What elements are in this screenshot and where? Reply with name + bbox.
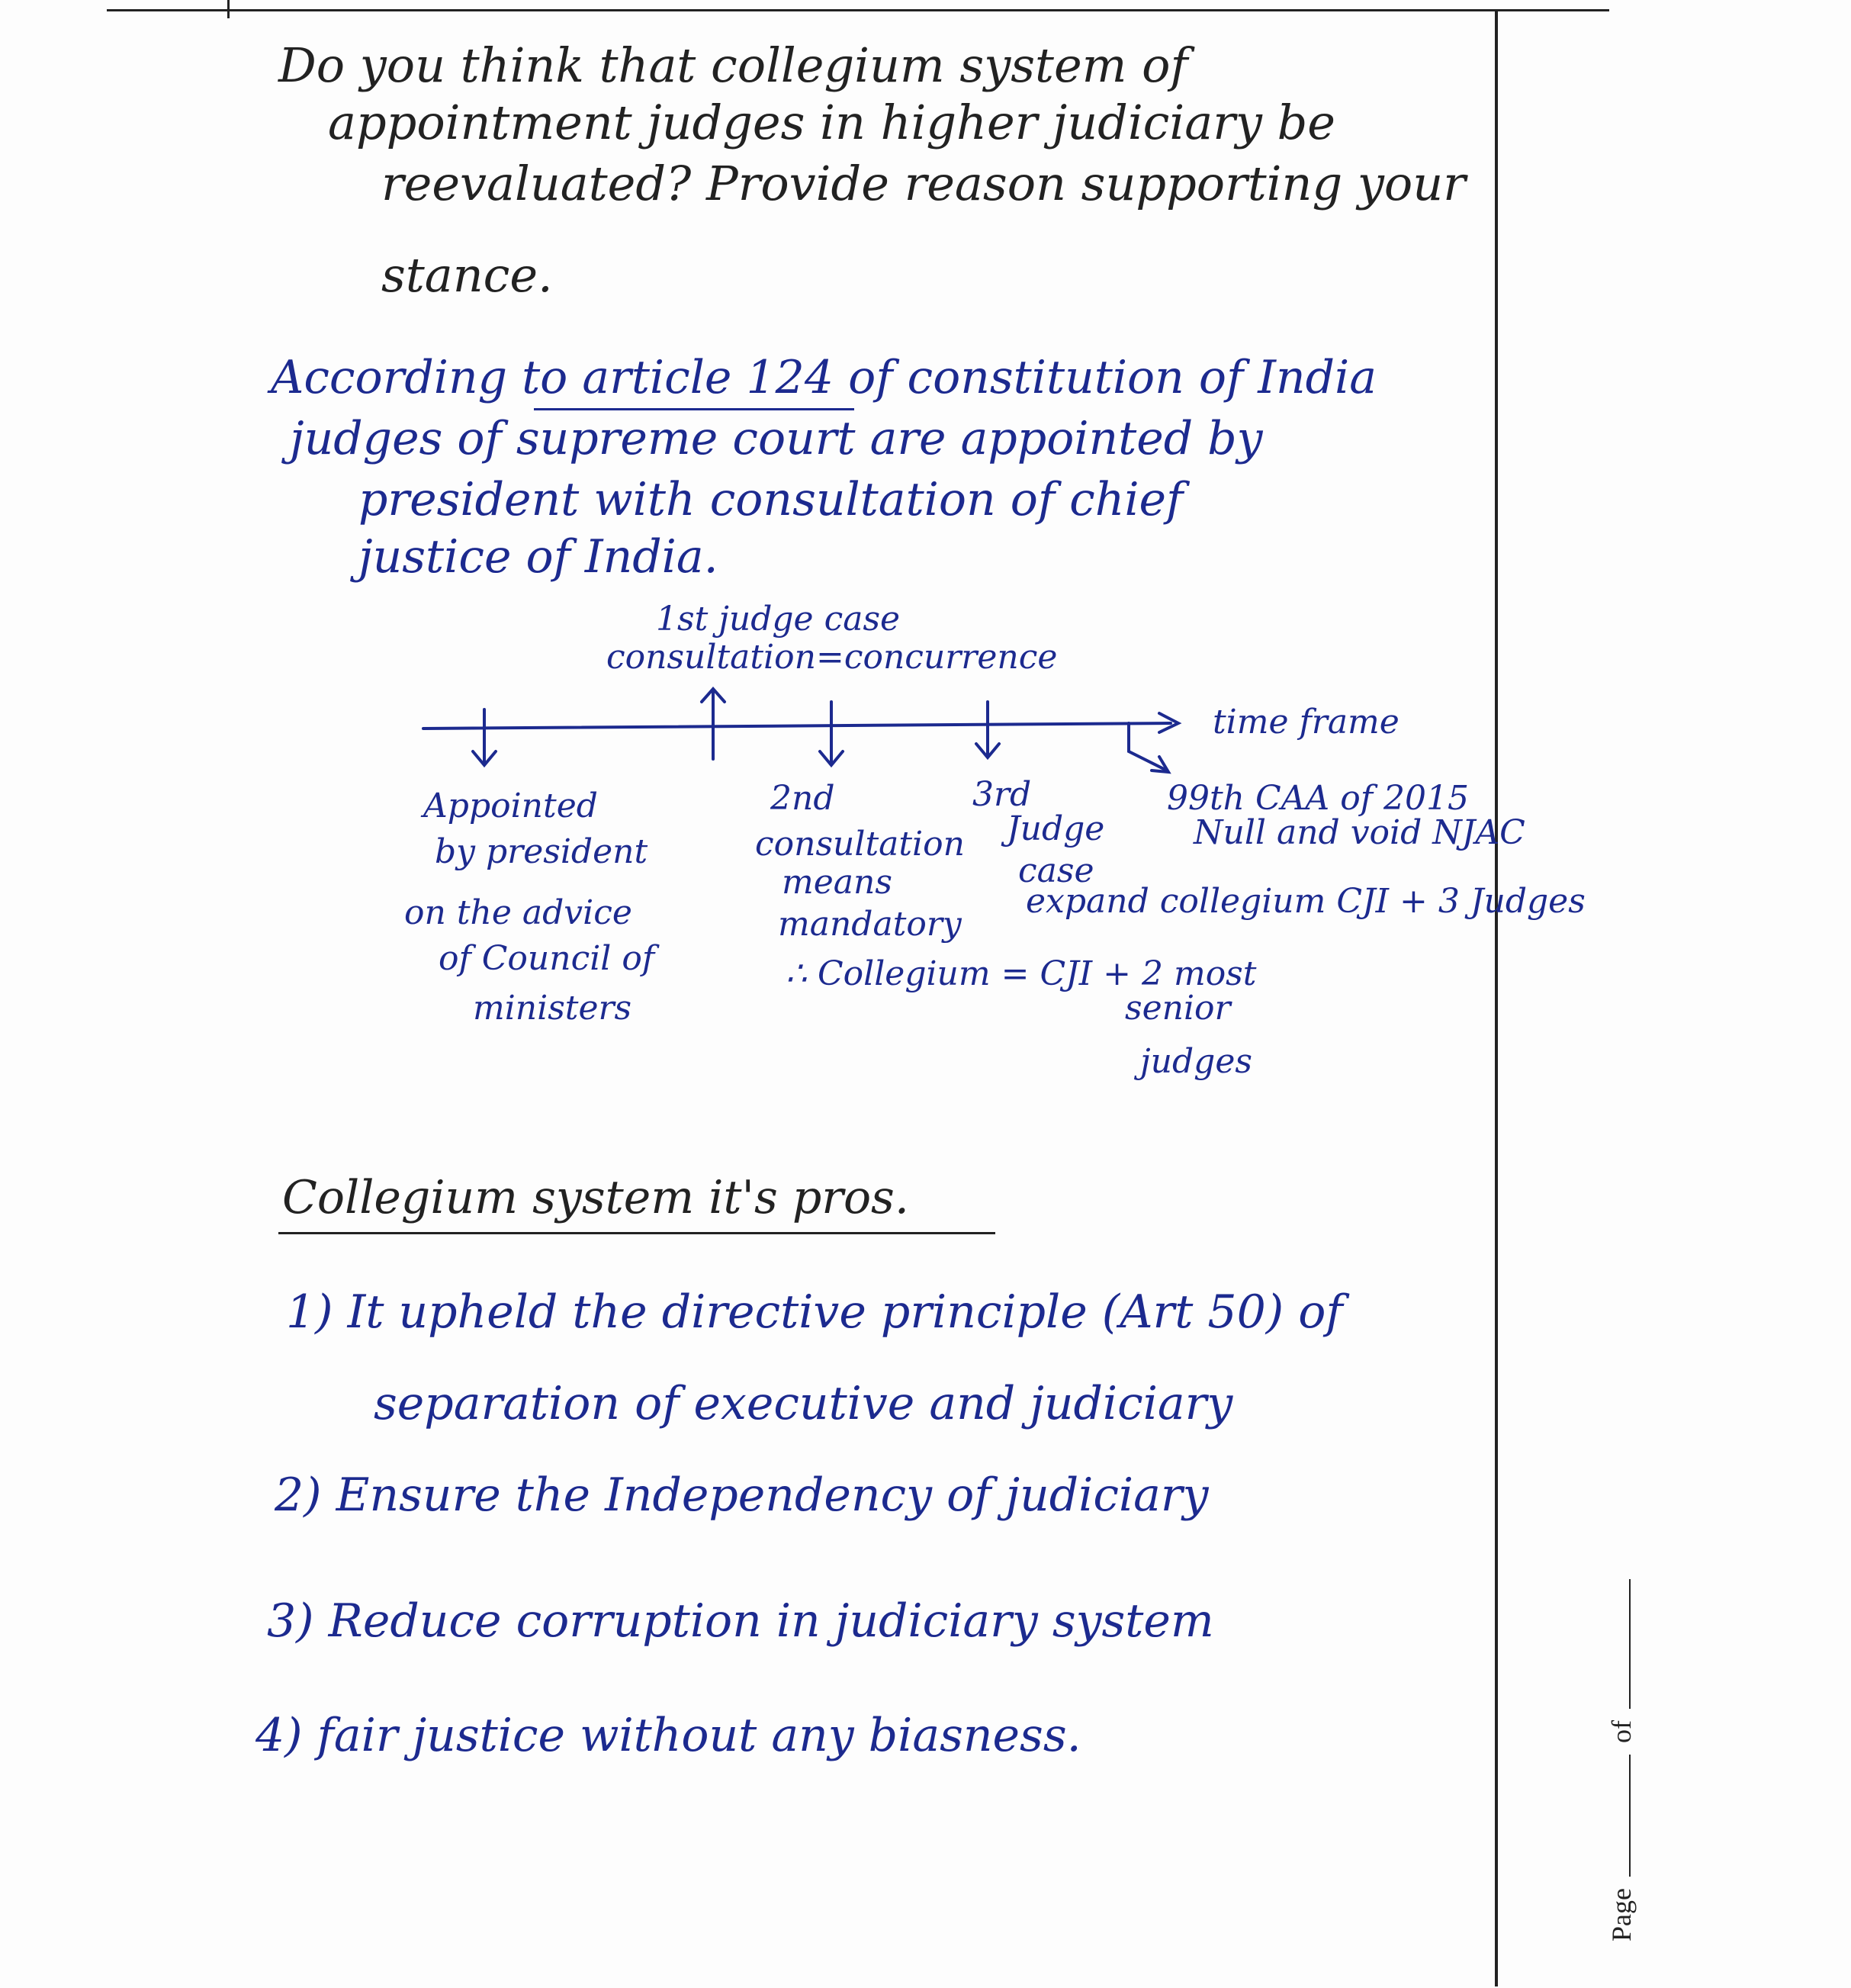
intro-line-3: president with consultation of chief [358, 473, 1184, 526]
pros-item-1: 1) It upheld the directive principle (Art 50) of [286, 1285, 1343, 1339]
ninety-ninth-line-1: 99th CAA of 2015 [1167, 779, 1469, 818]
appointed-line-2: by president [435, 832, 648, 871]
second-case-line-4: mandatory [778, 905, 962, 944]
second-case-line-2: consultation [755, 825, 965, 864]
collegium-line-3: judges [1140, 1042, 1252, 1081]
pros-heading-underline [278, 1232, 995, 1234]
pros-heading: Collegium system it's pros. [282, 1171, 909, 1224]
appointed-line-3: on the advice [404, 893, 632, 932]
first-case-line-2: consultation=concurrence [606, 638, 1058, 677]
pros-item-1-cont: separation of executive and judiciary [374, 1377, 1233, 1430]
collegium-line-1: ∴ Collegium = CJI + 2 most [786, 954, 1257, 993]
pros-item-4: 4) fair justice without any biasness. [255, 1709, 1081, 1762]
first-case-line-1: 1st judge case [656, 600, 901, 639]
pros-item-2: 2) Ensure the Independency of judiciary [275, 1468, 1209, 1522]
third-case-line-1: 3rd [972, 775, 1032, 814]
intro-line-2: judges of supreme court are appointed by [290, 412, 1263, 465]
question-line-4: stance. [381, 247, 553, 303]
second-case-line-3: means [782, 863, 892, 902]
question-line-2: appointment judges in higher judiciary be [328, 95, 1335, 150]
page-total-blank [1629, 1579, 1631, 1709]
third-case-line-3: case [1018, 851, 1094, 890]
pros-item-3: 3) Reduce corruption in judiciary system [267, 1594, 1214, 1648]
timeline-axis [423, 723, 1171, 729]
ninety-ninth-line-2: Null and void NJAC [1194, 813, 1525, 852]
appointed-line-5: ministers [473, 989, 632, 1028]
third-case-expand: expand collegium CJI + 3 Judges [1026, 882, 1586, 921]
appointed-line-1: Appointed [423, 787, 598, 825]
appointed-line-4: of Council of [439, 939, 655, 978]
time-frame-label: time frame [1213, 703, 1399, 741]
second-case-line-1: 2nd [770, 779, 835, 818]
third-case-line-2: Judge [1007, 809, 1105, 848]
intro-line-4: justice of India. [358, 530, 718, 584]
page-number-footer [1605, 1575, 1637, 1941]
page-number-blank [1629, 1755, 1631, 1877]
page-label: Page [1606, 1888, 1637, 1941]
collegium-line-2: senior [1125, 989, 1231, 1028]
intro-line-1: According to article 124 of constitution of India [271, 351, 1377, 404]
of-label: of [1606, 1720, 1637, 1744]
question-line-3: reevaluated? Provide reason supporting your [381, 156, 1466, 211]
question-line-1: Do you think that collegium system of [278, 37, 1188, 93]
